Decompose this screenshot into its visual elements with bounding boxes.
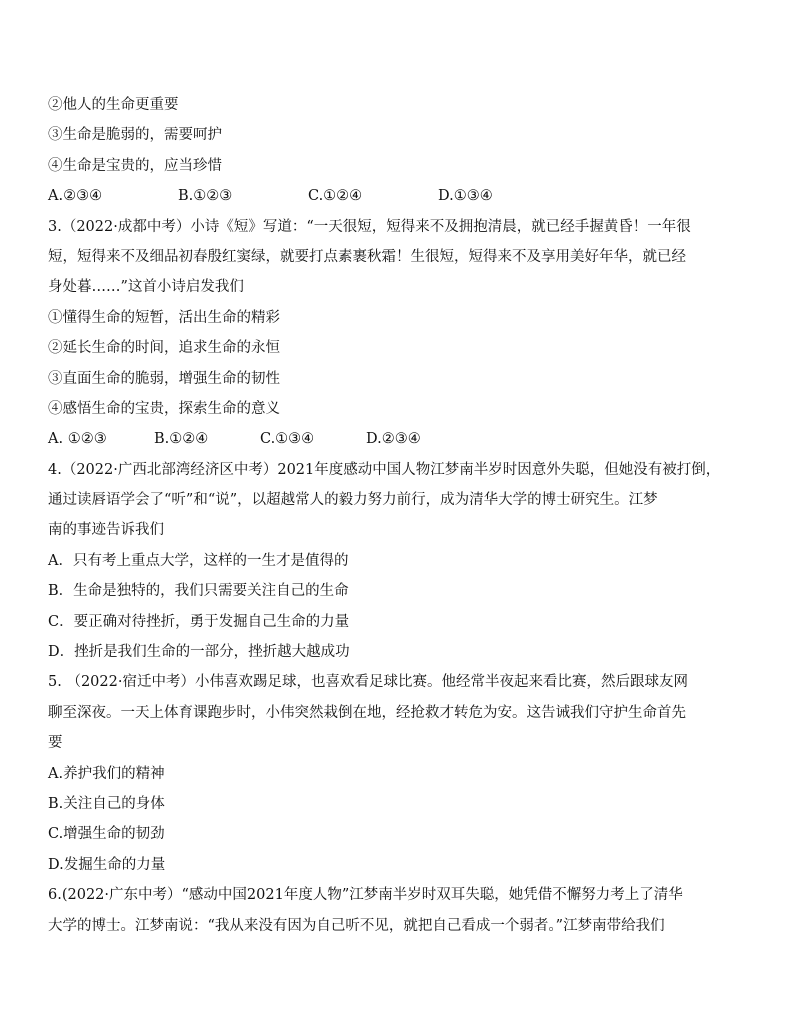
q2-item-4: ④生命是宝贵的，应当珍惜 <box>48 157 222 174</box>
q3-options <box>48 424 748 454</box>
q3-option-a: A. ①②③ <box>48 431 107 448</box>
q2-item-2: ②他人的生命更重要 <box>48 97 179 113</box>
q3-stem-line-1: 3.（2022·成都中考）小诗《短》写道：“一天很短，短得来不及拥抱清晨，就已经手握黄昏！一年很 <box>48 218 691 235</box>
q4-option-b: B．生命是独特的，我们只需要关注自己的生命 <box>48 583 349 600</box>
q4-stem-line-1: 4.（2022·广西北部湾经济区中考）2021年度感动中国人物江梦南半岁时因意外失聪，但她没有被打倒， <box>48 461 721 478</box>
q3-option-c: C.①③④ <box>260 431 315 448</box>
q4-stem-line-3: 南的事迹告诉我们 <box>48 522 164 539</box>
q4-option-c: C．要正确对待挫折，勇于发掘自己生命的力量 <box>48 613 350 630</box>
q5-option-b: B.关注自己的身体 <box>48 795 165 812</box>
q2-option-a: A.②③④ <box>48 188 103 205</box>
q2-option-d: D.①③④ <box>438 188 493 205</box>
q2-options <box>48 181 748 211</box>
q4-option-d: D．挫折是我们生命的一部分，挫折越大越成功 <box>48 644 350 661</box>
question-6 <box>48 880 748 941</box>
q2-option-c: C.①②④ <box>308 188 363 205</box>
q2-item-3: ③生命是脆弱的，需要呵护 <box>48 127 222 144</box>
q3-stem-line-2: 短，短得来不及细品初春殷红窦绿，就要打点素裹秋霜！生很短，短得来不及享用美好年华，就已经 <box>48 248 686 265</box>
q5-option-a: A.养护我们的精神 <box>48 765 165 782</box>
q6-stem-line-2: 大学的博士。江梦南说：“我从来没有因为自己听不见，就把自己看成一个弱者。”江梦南带给我们 <box>48 917 665 934</box>
q3-option-d: D.②③④ <box>366 431 421 448</box>
q4-stem-line-2: 通过读唇语学会了“听”和“说”，以超越常人的毅力努力前行，成为清华大学的博士研究生。江梦 <box>48 492 658 509</box>
q4-option-a: A．只有考上重点大学，这样的一生才是值得的 <box>48 552 349 569</box>
q5-option-d: D.发掘生命的力量 <box>48 856 166 873</box>
q3-stem-line-3: 身处暮……”这首小诗启发我们 <box>48 279 244 296</box>
question-4 <box>48 455 748 668</box>
q3-option-b: B.①②④ <box>154 431 209 448</box>
q5-option-c: C.增强生命的韧劲 <box>48 826 165 843</box>
q2-option-b: B.①②③ <box>178 188 233 205</box>
question-3 <box>48 212 748 455</box>
q3-item-4: ④感悟生命的宝贵，探索生命的意义 <box>48 400 280 417</box>
q5-stem-line-1: 5. （2022·宿迁中考）小伟喜欢踢足球，也喜欢看足球比赛。他经常半夜起来看比赛，然后跟球友网 <box>48 674 688 691</box>
question-2 <box>48 90 748 212</box>
q5-stem-line-2: 聊至深夜。一天上体育课跑步时，小伟突然栽倒在地，经抢救才转危为安。这告诫我们守护生命首先 <box>48 704 686 721</box>
q3-item-2: ②延长生命的时间，追求生命的永恒 <box>48 340 280 357</box>
q6-stem-line-1: 6.(2022·广东中考）“感动中国2021年度人物”江梦南半岁时双耳失聪，她凭借不懈努力考上了清华 <box>48 887 683 904</box>
q3-item-3: ③直面生命的脆弱，增强生命的韧性 <box>48 370 280 387</box>
q3-item-1: ①懂得生命的短暂，活出生命的精彩 <box>48 309 280 326</box>
document-page <box>48 90 748 941</box>
question-5 <box>48 667 748 880</box>
q5-stem-line-3: 要 <box>48 735 63 752</box>
